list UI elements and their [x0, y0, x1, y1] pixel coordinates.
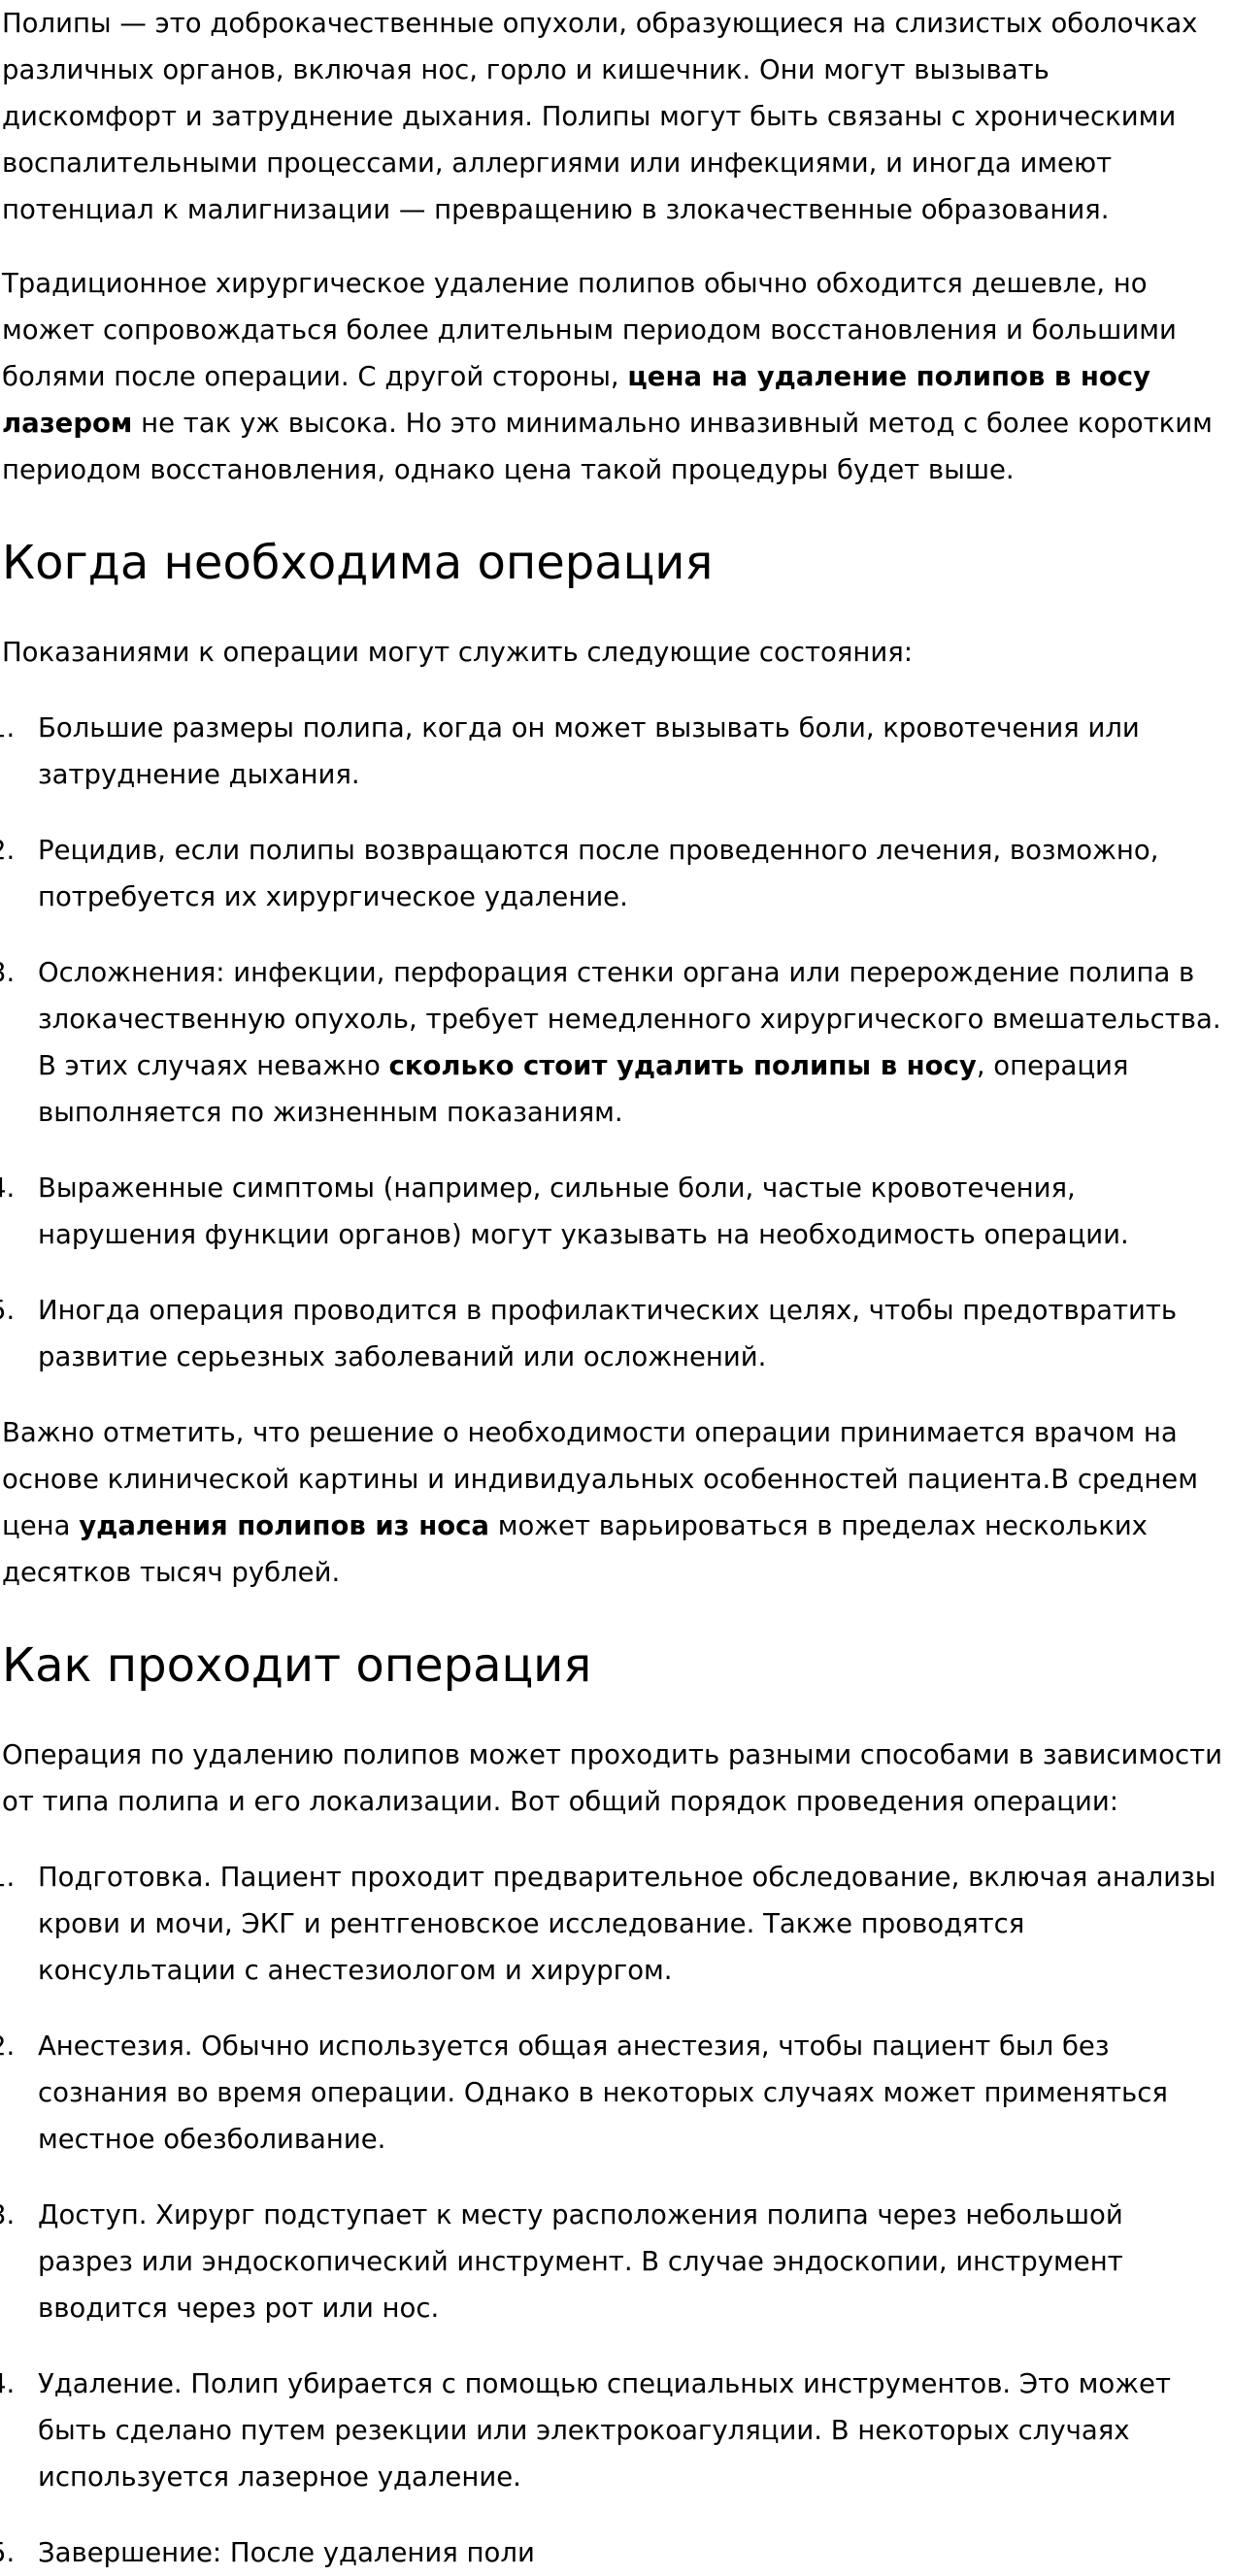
list-item	[38, 949, 1225, 1136]
text-run: Важно отметить, что решение о необходимости операции принимается врачом на основе клинической картины и индивидуальных особенностей пациента.В среднем цена	[2, 1417, 1198, 1541]
list-item	[38, 1165, 1225, 1258]
text-run: Когда необходима операция	[2, 536, 714, 590]
list-item	[38, 2361, 1225, 2500]
text-run: Традиционное хирургическое удаление полипов обычно обходится дешевле, но может сопровождаться более длительным периодом восстановления и большими болями после операции. С другой стороны,	[2, 268, 1177, 392]
text-run: Рецидив, если полипы возвращаются после проведенного лечения, возможно, потребуется их хирургическое удаление.	[38, 835, 1159, 912]
section-heading	[2, 1638, 1225, 1693]
text-run: Операция по удалению полипов может проходить разными способами в зависимости от типа полипа и его локализации. Вот общий порядок проведения операции:	[2, 1739, 1222, 1817]
numbered-list	[2, 705, 1225, 1380]
text-run: Выраженные симптомы (например, сильные боли, частые кровотечения, нарушения функции органов) могут указывать на необходимость операции.	[38, 1172, 1129, 1250]
text-run: Полипы — это доброкачественные опухоли, образующиеся на слизистых оболочках различных органов, включая нос, горло и кишечник. Они могут вызывать дискомфорт и затруднение дыхания. Полипы могут быть связаны с хроническими воспалительными процессами, аллергиями или инфекциями, и иногда имеют потенциал к малигнизации — превращению в злокачественные образования.	[2, 8, 1198, 225]
list-item	[38, 2529, 1225, 2576]
text-run: , операция выполняется по жизненным показаниям.	[38, 1050, 1129, 1128]
list-item	[38, 705, 1225, 798]
paragraph	[2, 629, 1225, 676]
numbered-list	[2, 1854, 1225, 2576]
text-run: Завершение: После удаления поли	[38, 2537, 535, 2568]
text-run: Показаниями к операции могут служить следующие состояния:	[2, 637, 914, 668]
bold-text: удаления полипов из носа	[79, 1510, 489, 1541]
section-heading	[2, 536, 1225, 590]
text-run: Анестезия. Обычно используется общая анестезия, чтобы пациент был без сознания во время операции. Однако в некоторых случаях может применяться местное обезболивание.	[38, 2031, 1168, 2155]
list-item	[38, 1854, 1225, 1994]
text-run: Как проходит операция	[2, 1638, 592, 1693]
text-run: Осложнения: инфекции, перфорация стенки органа или перерождение полипа в злокачественную опухоль, требует немедленного хирургического вмешательства. В этих случаях неважно	[38, 957, 1221, 1081]
list-item	[38, 1287, 1225, 1380]
bold-text: цена на удаление полипов в носу лазером	[2, 361, 1150, 439]
text-run: не так уж высока. Но это минимально инвазивный метод с более коротким периодом восстановления, однако цена такой процедуры будет выше.	[2, 408, 1213, 485]
list-item	[38, 2192, 1225, 2331]
text-run: Удаление. Полип убирается с помощью специальных инструментов. Это может быть сделано путем резекции или электрокоагуляции. В некоторых случаях используется лазерное удаление.	[38, 2368, 1171, 2493]
paragraph	[2, 260, 1225, 493]
paragraph	[2, 1409, 1225, 1596]
bold-text: сколько стоит удалить полипы в носу	[388, 1050, 977, 1081]
text-run: может варьироваться в пределах нескольких десятков тысяч рублей.	[2, 1510, 1148, 1588]
text-run: Иногда операция проводится в профилактических целях, чтобы предотвратить развитие серьезных заболеваний или осложнений.	[38, 1295, 1178, 1372]
text-run: Доступ. Хирург подступает к месту расположения полипа через небольшой разрез или эндоскопический инструмент. В случае эндоскопии, инструмент вводится через рот или нос.	[38, 2199, 1123, 2324]
list-item	[38, 827, 1225, 920]
list-item	[38, 2023, 1225, 2163]
paragraph	[2, 0, 1225, 233]
text-run: Подготовка. Пациент проходит предварительное обследование, включая анализы крови и мочи, ЭКГ и рентгеновское исследование. Также проводятся консультации с анестезиологом и хирургом.	[38, 1862, 1216, 1986]
paragraph	[2, 1732, 1225, 1825]
text-run: Большие размеры полипа, когда он может вызывать боли, кровотечения или затруднение дыхания.	[38, 712, 1140, 790]
